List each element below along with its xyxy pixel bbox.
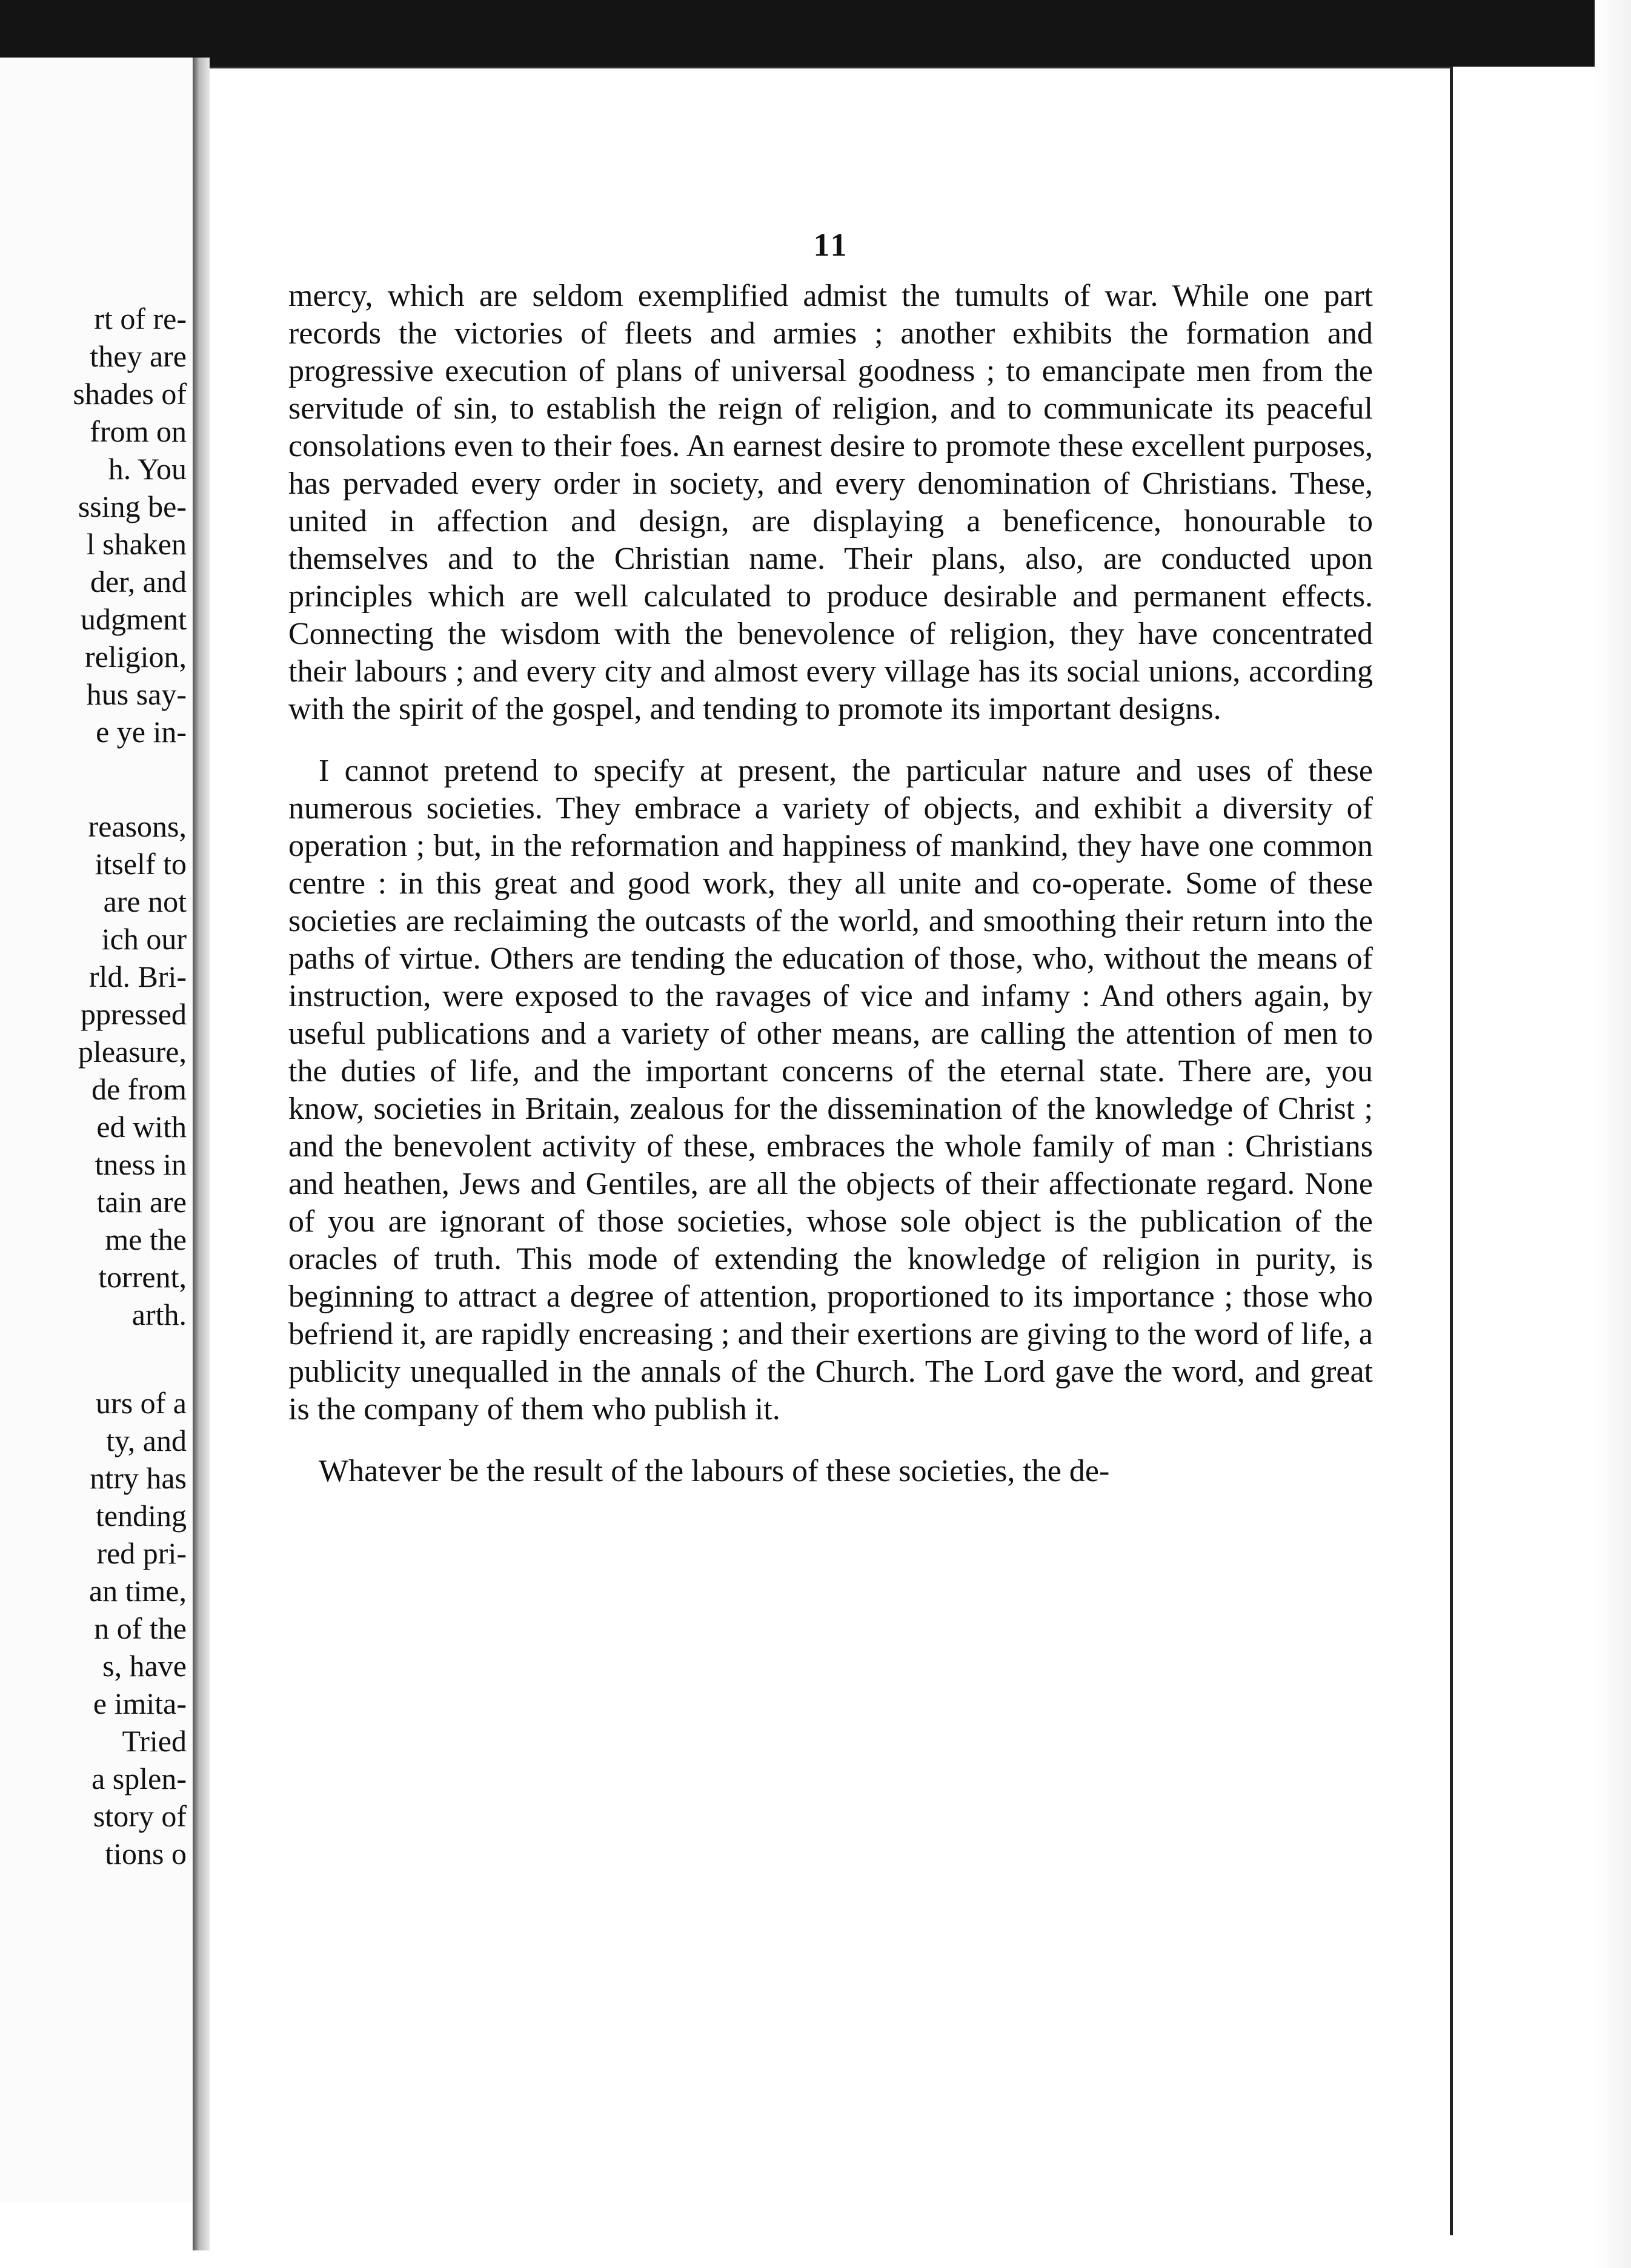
left-page-line: ssing be- — [78, 489, 187, 523]
left-page-line: udgment — [81, 602, 187, 636]
left-page-line: e ye in- — [96, 715, 187, 749]
left-page-line: me the — [105, 1222, 187, 1256]
page-number: 11 — [813, 227, 849, 263]
left-page-line: are not — [103, 884, 187, 918]
left-page-line: ty, and — [106, 1424, 187, 1457]
left-page-line: torrent, — [98, 1260, 187, 1294]
left-page-line: red pri- — [96, 1536, 187, 1570]
left-page-line: tending — [96, 1499, 187, 1533]
paragraph: I cannot pretend to specify at present, the particular nature and uses of these numerous societies. They embrace a variety of objects, and exhibit a diversity of operation ; but, in the reformation and happiness of mankind, they have one common centre : in this great and good work, they all unite and co-operate. Some of these societies are reclaiming the outcasts of the world, and smoothing their return into the paths of virtue. Others are tending the education of those, who, without the means of instruction, were exposed to the ravages of vice and infamy : And others again, by useful publications and a variety of other means, are calling the attention of men to the duties of life, and the important concerns of the eternal state. There are, you know, societies in Britain, zealous for the dissemination of the knowledge of Christ ; and the benevolent activity of these, embraces the whole family of man : Christians and heathen, Jews and Gentiles, are all the objects of their affectionate regard. None of you are ignorant of those societies, whose sole object is the publication of the oracles of truth. This mode of extending the knowledge of religion in purity, is beginning to attract a degree of attention, proportioned to its importance ; those who befriend it, are rapidly encreasing ; and their exertions are giving to the word of life, a publicity unequalled in the annals of the Church. The Lord gave the word, and great is the company of them who publish it. — [288, 754, 1373, 1427]
left-page-line: e imita- — [93, 1686, 187, 1720]
left-page-line: der, and — [90, 565, 187, 598]
left-page-line: itself to — [95, 847, 187, 881]
left-page-line: ppressed — [81, 997, 187, 1031]
left-page-line: shades of — [73, 377, 187, 411]
left-page-line: an time, — [88, 1574, 187, 1608]
left-page-line: tions o — [105, 1837, 187, 1871]
left-page-line: story of — [93, 1799, 187, 1833]
book-gutter — [193, 58, 210, 2250]
left-page-line: a splen- — [91, 1762, 187, 1795]
left-page-line: arth. — [131, 1298, 187, 1331]
page-body — [288, 277, 1373, 1490]
scanner-background — [0, 0, 1631, 67]
left-page-line: hus say- — [86, 677, 187, 711]
book-page — [210, 67, 1453, 2235]
left-page-line: Tried — [122, 1724, 187, 1758]
left-page-line: de from — [91, 1072, 187, 1106]
paragraph: mercy, which are seldom exemplified admist the tumults of war. While one part records the victories of fleets and armies ; another exhibits the formation and progressive execution of plans of universal goodness ; to emancipate men from the servitude of sin, to establish the reign of religion, and to communicate its peaceful consolations even to their foes. An earnest desire to promote these excellent purposes, has pervaded every order in society, and every denomination of Christians. These, united in affection and design, are displaying a beneficence, honourable to themselves and to the Christian name. Their plans, also, are conducted upon principles which are well calculated to produce desirable and permanent effects. Connecting the wisdom with the benevolence of religion, they have concentrated their labours ; and every city and almost every village has its social unions, according with the spirit of the gospel, and tending to promote its important designs. — [288, 279, 1373, 726]
page-edge-shadow — [1595, 0, 1631, 2268]
left-page-line: ich our — [101, 922, 187, 956]
left-page-line: ntry has — [90, 1461, 187, 1495]
left-page-line: pleasure, — [78, 1035, 187, 1069]
left-page-line: they are — [90, 339, 187, 373]
left-page-line: religion, — [84, 640, 187, 674]
left-page-line: l shaken — [86, 527, 187, 561]
paragraph: Whatever be the result of the labours of these societies, the de- — [319, 1454, 1110, 1488]
left-page-line: h. You — [108, 452, 187, 486]
left-facing-page — [0, 58, 194, 2202]
left-page-line: rt of re- — [94, 302, 187, 336]
left-page-line: s, have — [102, 1649, 187, 1683]
left-page-line: urs of a — [96, 1386, 187, 1420]
left-page-line: tain are — [96, 1185, 187, 1219]
left-page-line: tness in — [95, 1147, 187, 1181]
left-page-line: n of the — [94, 1611, 187, 1645]
left-page-line: ed with — [96, 1110, 187, 1144]
left-page-line: reasons, — [88, 809, 187, 843]
left-page-line: rld. Bri- — [88, 960, 187, 993]
left-page-line: from on — [90, 414, 187, 448]
